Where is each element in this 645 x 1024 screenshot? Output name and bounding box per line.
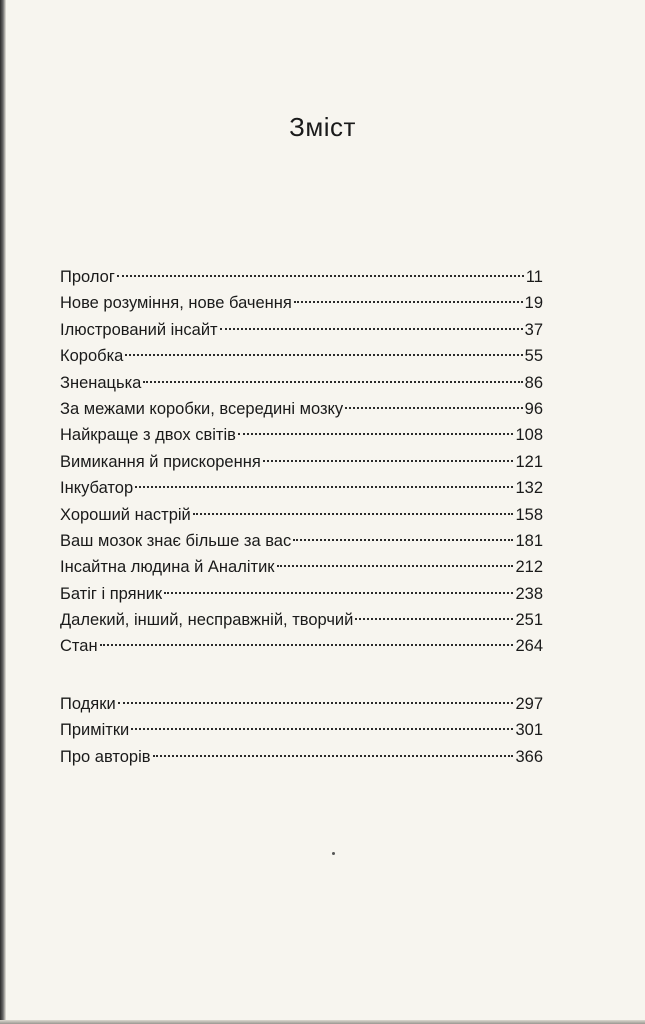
toc-entry — [60, 691, 543, 717]
toc-entry-page: 366 — [515, 747, 543, 766]
toc-entry-title: Зненацька — [60, 373, 142, 392]
toc-dot-leader — [193, 513, 514, 515]
toc-entry — [60, 502, 543, 528]
toc-dot-leader — [293, 539, 513, 541]
page-bottom-edge — [0, 1020, 645, 1024]
toc-entry-title: За межами коробки, всередині мозку — [60, 399, 344, 418]
toc-entry-title: Ваш мозок знає більше за вас — [60, 531, 292, 550]
toc-entry-title: Подяки — [60, 694, 116, 713]
toc-dot-leader — [355, 618, 513, 620]
toc-dot-leader — [131, 728, 513, 730]
toc-dot-leader — [125, 354, 522, 356]
paper-speck — [332, 852, 335, 855]
toc-entry — [60, 717, 543, 743]
toc-entry — [60, 290, 543, 316]
toc-entry-page: 121 — [515, 452, 543, 471]
toc-entry — [60, 396, 543, 422]
toc-entry-page: 37 — [524, 320, 543, 339]
toc-entry — [60, 581, 543, 607]
toc-entry-page: 158 — [515, 505, 543, 524]
toc-entry — [60, 475, 543, 501]
toc-dot-leader — [277, 565, 514, 567]
toc-entry — [60, 744, 543, 770]
toc-entry-title: Інсайтна людина й Аналітик — [60, 558, 275, 577]
toc-entry — [60, 528, 543, 554]
toc-entry-title: Далекий, інший, несправжній, творчий — [60, 611, 354, 630]
toc-dot-leader — [118, 702, 514, 704]
toc-dot-leader — [238, 433, 514, 435]
toc-dot-leader — [164, 592, 513, 594]
page-binding-edge — [0, 0, 6, 1024]
toc-entry — [60, 317, 543, 343]
page-title: Зміст — [289, 112, 356, 143]
toc-entry-page: 55 — [524, 347, 543, 366]
toc-entry-title: Інкубатор — [60, 479, 134, 498]
toc-dot-leader — [263, 460, 514, 462]
toc-entry-page: 132 — [515, 479, 543, 498]
toc-dot-leader — [135, 486, 513, 488]
toc-entry-title: Пролог — [60, 268, 115, 286]
toc-entry-page: 212 — [515, 558, 543, 577]
toc-entry-page: 297 — [515, 694, 543, 713]
toc-entry-title: Найкраще з двох світів — [60, 426, 236, 445]
toc-entry-title: Нове розуміння, нове бачення — [60, 294, 292, 313]
toc-entry-title: Примітки — [60, 721, 130, 740]
toc-dot-leader — [153, 755, 514, 757]
toc-entry — [60, 422, 543, 448]
toc-entry-title: Вимикання й прискорення — [60, 452, 261, 471]
toc-entry — [60, 264, 543, 290]
toc-entry-page: 108 — [515, 426, 543, 445]
toc-entry-page: 301 — [515, 721, 543, 740]
toc-dot-leader — [143, 381, 522, 383]
toc-entry — [60, 343, 543, 369]
toc-entry-page: 86 — [524, 373, 543, 392]
toc-entry-page: 264 — [515, 637, 543, 656]
toc-entry — [60, 449, 543, 475]
toc-dot-leader — [117, 275, 524, 277]
toc-dot-leader — [345, 407, 522, 409]
toc-main-group — [60, 264, 543, 660]
toc-dot-leader — [100, 644, 514, 646]
toc-entry-title: Коробка — [60, 347, 124, 366]
toc-entry-page: 96 — [524, 399, 543, 418]
toc-dot-leader — [220, 328, 523, 330]
toc-group-spacer — [60, 660, 543, 691]
toc-entry — [60, 607, 543, 633]
toc-dot-leader — [294, 301, 523, 303]
toc-entry-page: 251 — [515, 611, 543, 630]
toc-back-matter-group — [60, 691, 543, 770]
toc-entry-title: Батіг і пряник — [60, 584, 163, 603]
toc-entry-page: 11 — [525, 268, 543, 286]
toc-entry-title: Стан — [60, 637, 98, 656]
toc-entry — [60, 633, 543, 659]
toc-entry-title: Хороший настрій — [60, 505, 191, 524]
toc-entry-page: 19 — [524, 294, 543, 313]
toc-entry-title: Ілюстрований інсайт — [60, 320, 218, 339]
toc-entry — [60, 554, 543, 580]
toc-entry-page: 238 — [515, 584, 543, 603]
toc-entry-page: 181 — [515, 531, 543, 550]
toc-entry — [60, 370, 543, 396]
toc-entry-title: Про авторів — [60, 747, 151, 766]
table-of-contents — [60, 264, 543, 770]
